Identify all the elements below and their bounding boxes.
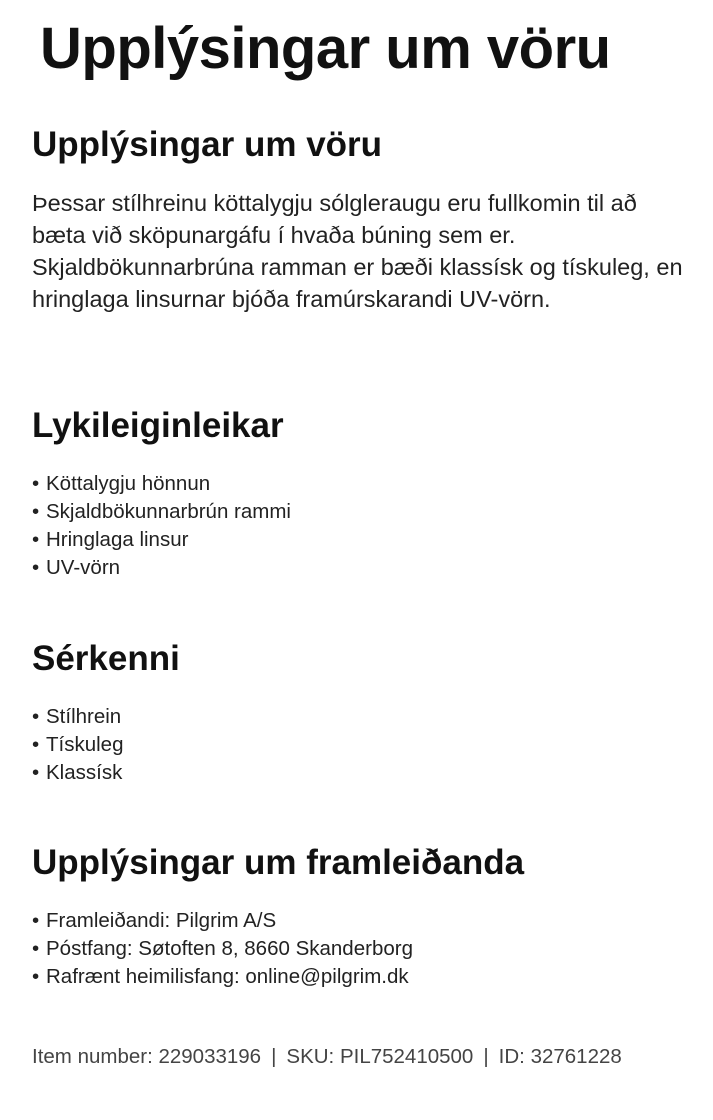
item-number: Item number: 229033196 — [32, 1045, 262, 1068]
page-title: Upplýsingar um vöru — [40, 16, 611, 81]
separator: | — [483, 1045, 489, 1068]
list-item: • Hringlaga linsur — [32, 526, 291, 554]
sku: SKU: PIL752410500 — [286, 1045, 474, 1068]
list-item: • UV-vörn — [32, 554, 291, 582]
product-description: Þessar stílhreinu köttalygju sólgleraugu eru fullkomin til að bæta við sköpunargáfu í hvaða búning sem er. Skjaldbökunnarbrúna ramman er bæði klassísk og tískuleg, en hringlaga linsurnar bjóða framúrskarandi UV-vörn. — [32, 190, 683, 312]
key-features-list — [32, 470, 291, 582]
manufacturer-name: • Framleiðandi: Pilgrim A/S — [32, 907, 413, 935]
manufacturer-heading: Upplýsingar um framleiðanda — [32, 843, 525, 882]
list-item: • Skjaldbökunnarbrún rammi — [32, 498, 291, 526]
list-item: • Köttalygju hönnun — [32, 470, 291, 498]
product-id: ID: 32761228 — [498, 1045, 622, 1068]
list-item: • Stílhrein — [32, 703, 123, 731]
product-identifiers — [32, 1043, 622, 1071]
manufacturer-list — [32, 907, 413, 991]
list-item: • Tískuleg — [32, 731, 123, 759]
manufacturer-email: • Rafrænt heimilisfang: online@pilgrim.dk — [32, 963, 413, 991]
manufacturer-address: • Póstfang: Søtoften 8, 8660 Skanderborg — [32, 935, 413, 963]
characteristics-heading: Sérkenni — [32, 639, 180, 678]
product-info-heading: Upplýsingar um vöru — [32, 125, 383, 164]
characteristics-list — [32, 703, 123, 787]
list-item: • Klassísk — [32, 759, 123, 787]
key-features-heading: Lykileiginleikar — [32, 406, 284, 445]
separator: | — [271, 1045, 277, 1068]
